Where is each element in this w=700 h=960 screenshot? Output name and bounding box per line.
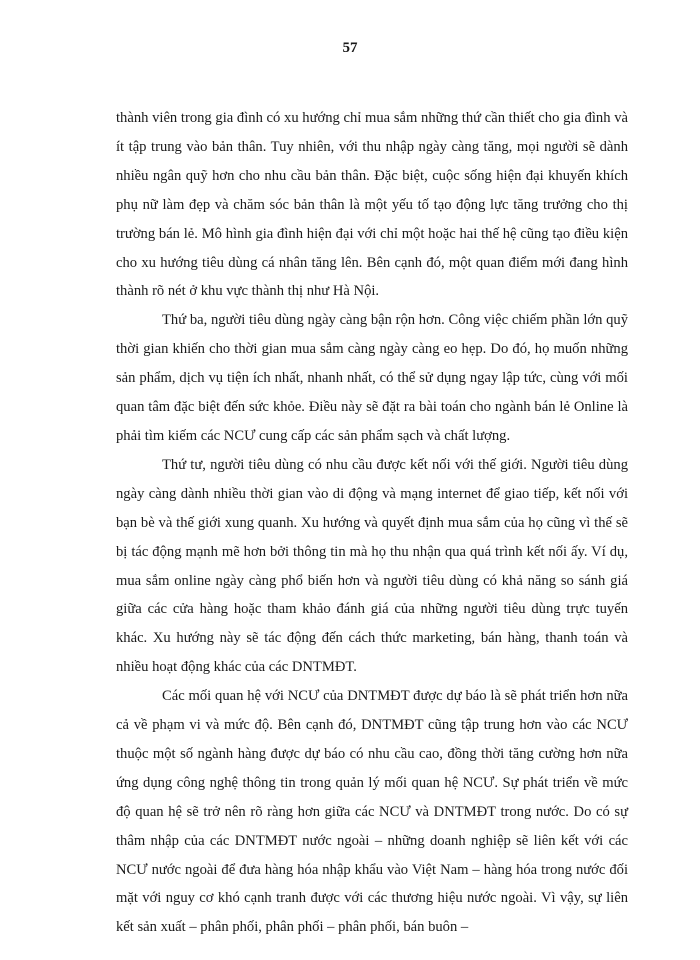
body-text — [116, 104, 628, 942]
page-number: 57 — [342, 40, 358, 56]
paragraph-supplier-relations: Các mối quan hệ với NCƯ của DNTMĐT được dự báo là sẽ phát triển hơn nữa cả về phạm vi và mức độ. Bên cạnh đó, DNTMĐT cũng tập trung hơn vào các NCƯ thuộc một số ngành hàng được dự báo có nhu cầu cao, đồng thời tăng cường hơn nữa ứng dụng công nghệ thông tin trong quản lý mối quan hệ NCƯ. Sự phát triển về mức độ quan hệ sẽ trở nên rõ ràng hơn giữa các NCƯ và DNTMĐT trong nước. Do có sự thâm nhập của các DNTMĐT nước ngoài – những doanh nghiệp sẽ liên kết với các NCƯ nước ngoài để đưa hàng hóa nhập khẩu vào Việt Nam – hàng hóa trong nước đối mặt với nguy cơ khó cạnh tranh được với các thương hiệu nước ngoài. Vì vậy, sự liên kết sản xuất – phân phối, phân phối – phân phối, bán buôn – — [116, 688, 628, 936]
paragraph-third-trend: Thứ ba, người tiêu dùng ngày càng bận rộn hơn. Công việc chiếm phần lớn quỹ thời gian khiến cho thời gian mua sắm càng ngày càng eo hẹp. Do đó, họ muốn những sản phẩm, dịch vụ tiện ích nhất, nhanh nhất, có thể sử dụng ngay lập tức, cùng với mối quan tâm đặc biệt đến sức khỏe. Điều này sẽ đặt ra bài toán cho ngành bán lẻ Online là phải tìm kiếm các NCƯ cung cấp các sản phẩm sạch và chất lượng. — [116, 312, 628, 444]
paragraph-continuation: thành viên trong gia đình có xu hướng chỉ mua sắm những thứ cần thiết cho gia đình và ít tập trung vào bản thân. Tuy nhiên, với thu nhập ngày càng tăng, mọi người sẽ dành nhiều ngân quỹ hơn cho nhu cầu bản thân. Đặc biệt, cuộc sống hiện đại khuyến khích phụ nữ làm đẹp và chăm sóc bản thân là một yếu tố tạo động lực tăng trưởng cho thị trường bán lẻ. Mô hình gia đình hiện đại với chỉ một hoặc hai thế hệ cũng tạo điều kiện cho xu hướng tiêu dùng cá nhân tăng lên. Bên cạnh đó, một quan điểm mới đang hình thành rõ nét ở khu vực thành thị như Hà Nội. — [116, 110, 628, 300]
paragraph-fourth-trend: Thứ tư, người tiêu dùng có nhu cầu được kết nối với thế giới. Người tiêu dùng ngày càng dành nhiều thời gian vào di động và mạng internet để giao tiếp, kết nối với bạn bè và thế giới xung quanh. Xu hướng và quyết định mua sắm của họ cũng vì thế sẽ bị tác động mạnh mẽ hơn bởi thông tin mà họ thu nhận qua quá trình kết nối ấy. Ví dụ, mua sắm online ngày càng phổ biến hơn và người tiêu dùng có khả năng so sánh giá giữa các cửa hàng hoặc tham khảo đánh giá của những người tiêu dùng trực tuyến khác. Xu hướng này sẽ tác động đến cách thức marketing, bán hàng, thanh toán và nhiều hoạt động khác của các DNTMĐT. — [116, 456, 628, 676]
